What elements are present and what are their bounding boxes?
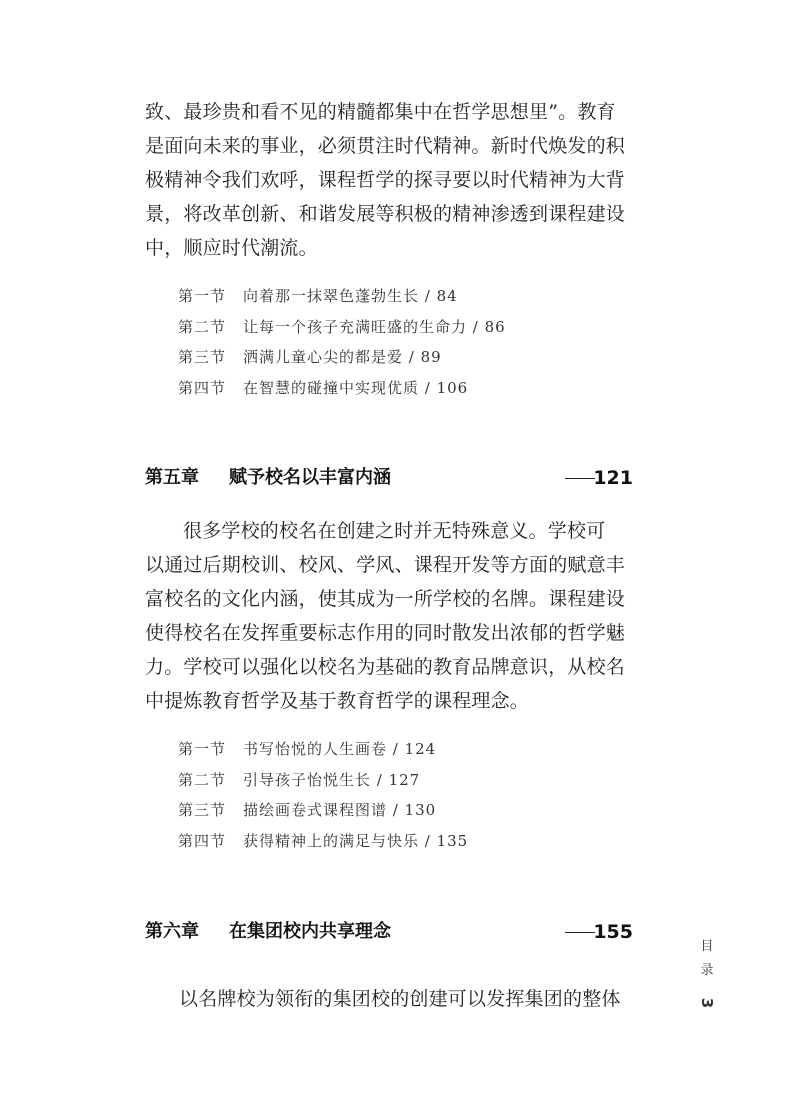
toc-section-item[interactable] xyxy=(178,795,468,826)
chapter-number: 第六章 xyxy=(145,921,199,942)
toc-section-item[interactable] xyxy=(178,826,468,857)
page-number: 3 xyxy=(698,997,716,1009)
section-number: 第三节 xyxy=(178,348,227,366)
section-title: 描绘画卷式课程图谱 / 130 xyxy=(243,801,437,819)
chapter-page-number: 121 xyxy=(593,467,633,489)
section-number: 第三节 xyxy=(178,801,227,819)
text-line: 是面向未来的事业，必须贯注时代精神。新时代焕发的积 xyxy=(145,135,626,157)
toc-section-item[interactable] xyxy=(178,281,506,312)
text-line: 以名牌校为领衔的集团校的创建可以发挥集团的整体 xyxy=(179,988,621,1010)
toc-section-item[interactable] xyxy=(178,765,468,796)
text-line: 致、最珍贵和看不见的精髓都集中在哲学思想里”。教育 xyxy=(145,101,616,123)
side-tab-label: 录 xyxy=(700,963,714,978)
chapter5-section-list xyxy=(178,734,468,856)
chapter-number: 第五章 xyxy=(145,467,199,488)
side-tab-label: 目 xyxy=(700,939,714,954)
chapter5-paragraph xyxy=(145,514,626,718)
intro-paragraph xyxy=(145,95,626,265)
chapter6-heading[interactable] xyxy=(145,918,633,946)
side-tab xyxy=(697,935,717,1015)
text-line: 中，顺应时代潮流。 xyxy=(145,237,318,259)
chapter4-section-list xyxy=(178,281,506,403)
section-number: 第二节 xyxy=(178,317,227,336)
text-line: 景，将改革创新、和谐发展等积极的精神渗透到课程建设 xyxy=(145,203,626,225)
text-line: 极精神令我们欢呼，课程哲学的探寻要以时代精神为大背 xyxy=(145,169,626,191)
section-title: 向着那一抹翠色蓬勃生长 / 84 xyxy=(243,287,458,305)
chapter6-paragraph xyxy=(145,982,621,1016)
toc-section-item[interactable] xyxy=(178,373,506,404)
section-number: 第一节 xyxy=(178,740,227,758)
section-number: 第一节 xyxy=(178,287,227,305)
section-title: 引导孩子怡悦生长 / 127 xyxy=(243,770,421,789)
section-title: 获得精神上的满足与快乐 / 135 xyxy=(243,831,469,850)
chapter-page-number: 155 xyxy=(593,921,633,943)
section-number: 第四节 xyxy=(178,831,227,850)
section-title: 书写怡悦的人生画卷 / 124 xyxy=(243,740,437,758)
chapter-title: 在集团校内共享理念 xyxy=(229,921,391,942)
section-number: 第二节 xyxy=(178,770,227,789)
text-line: 力。学校可以强化以校名为基础的教育品牌意识，从校名 xyxy=(145,656,626,678)
section-title: 在智慧的碰撞中实现优质 / 106 xyxy=(243,378,469,397)
section-number: 第四节 xyxy=(178,378,227,397)
leader-dash xyxy=(565,478,595,479)
section-title: 让每一个孩子充满旺盛的生命力 / 86 xyxy=(243,317,506,336)
toc-section-item[interactable] xyxy=(178,342,506,373)
toc-section-item[interactable] xyxy=(178,312,506,343)
text-line: 富校名的文化内涵，使其成为一所学校的名牌。课程建设 xyxy=(145,588,626,610)
chapter5-heading[interactable] xyxy=(145,464,633,492)
chapter-title: 赋予校名以丰富内涵 xyxy=(229,467,391,488)
leader-dash xyxy=(565,932,595,933)
text-line: 很多学校的校名在创建之时并无特殊意义。学校可 xyxy=(183,520,606,542)
text-line: 使得校名在发挥重要标志作用的同时散发出浓郁的哲学魅 xyxy=(145,622,626,644)
section-title: 洒满儿童心尖的都是爱 / 89 xyxy=(243,348,442,366)
toc-section-item[interactable] xyxy=(178,734,468,765)
text-line: 以通过后期校训、校风、学风、课程开发等方面的赋意丰 xyxy=(145,554,626,576)
text-line: 中提炼教育哲学及基于教育哲学的课程理念。 xyxy=(145,690,530,712)
